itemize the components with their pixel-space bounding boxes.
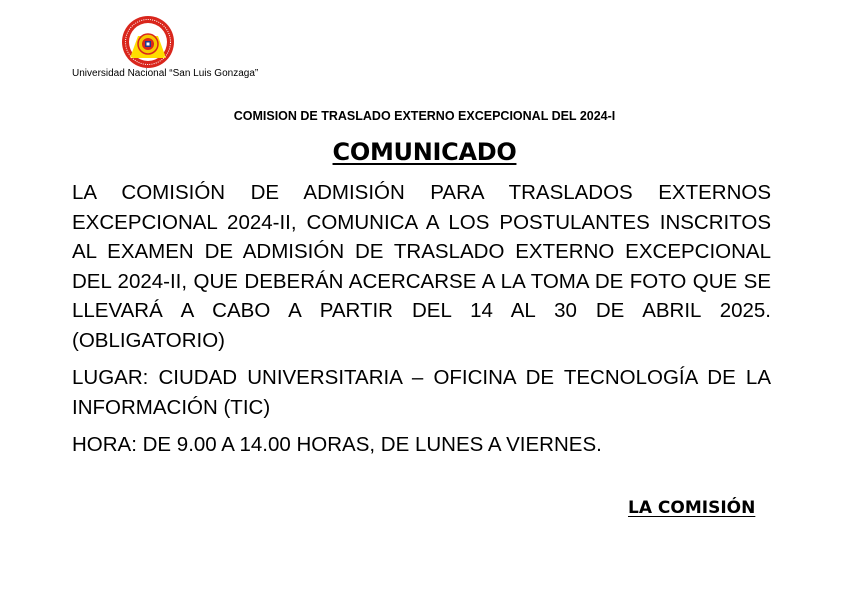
- page-title: COMUNICADO: [332, 138, 517, 166]
- announcement-paragraph: LA COMISIÓN DE ADMISIÓN PARA TRASLADOS EXTERNOS EXCEPCIONAL 2024-II, COMUNICA A LOS POSTULANTES INSCRITOS AL EXAMEN DE ADMISIÓN DE TRASLADO EXTERNO EXCEPCIONAL DEL 2024-II, QUE DEBERÁN ACERCARSE A LA TOMA DE FOTO QUE SE LLEVARÁ A CABO A PARTIR DEL 14 AL 30 DE ABRIL 2025. (OBLIGATORIO): [72, 181, 771, 352]
- location-paragraph: LUGAR: CIUDAD UNIVERSITARIA – OFICINA DE TECNOLOGÍA DE LA INFORMACIÓN (TIC): [72, 366, 771, 419]
- university-logo: [120, 14, 176, 70]
- commission-header: COMISION DE TRASLADO EXTERNO EXCEPCIONAL DEL 2024-I: [233, 109, 616, 123]
- university-name: Universidad Nacional “San Luis Gonzaga”: [72, 68, 259, 79]
- schedule-paragraph: HORA: DE 9.00 A 14.00 HORAS, DE LUNES A VIERNES.: [72, 433, 602, 456]
- signature: LA COMISIÓN: [628, 498, 756, 518]
